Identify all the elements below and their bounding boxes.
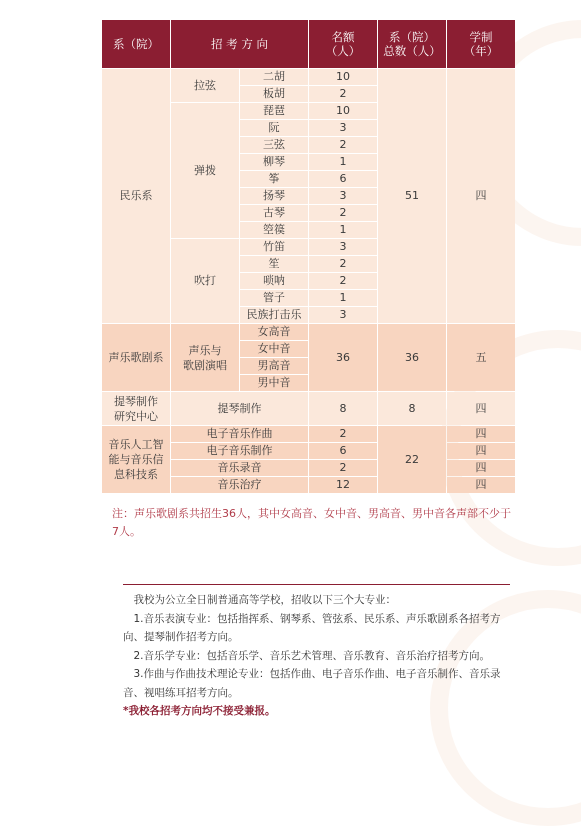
quota-cell: 1 [309,290,377,306]
intro-item: 2.音乐学专业：包括音乐学、音乐艺术管理、音乐教育、音乐治疗招考方向。 [133,649,491,662]
instrument-cell: 三弦 [240,137,308,153]
header-direction: 招 考 方 向 [171,20,308,68]
intro-lead: 我校为公立全日制普通高等学校，招收以下三个大专业： [133,594,396,606]
instrument-cell: 柳琴 [240,154,308,170]
direction-cell-vocal: 声乐与 歌剧演唱 [171,324,239,391]
instrument-cell: 筝 [240,171,308,187]
dept-total-cell: 22 [378,426,446,493]
intro-item: 3.作曲与作曲技术理论专业：包括作曲、电子音乐作曲、电子音乐制作、音乐录音、视唱练耳招考方向。 [123,668,501,699]
duration-cell: 四 [447,443,515,459]
intro-warning: *我校各招考方向均不接受兼报。 [123,705,276,717]
quota-cell: 3 [309,120,377,136]
quota-cell: 10 [309,69,377,85]
direction-cell: 音乐治疗 [171,477,308,493]
group-cell: 拉弦 [171,69,239,102]
voice-cell: 女高音 [240,324,308,340]
dept-cell-folk: 民乐系 [102,69,170,323]
voice-cell: 男中音 [240,375,308,391]
table-row [102,324,515,340]
voice-cell: 男高音 [240,358,308,374]
group-cell: 弹拨 [171,103,239,238]
quota-cell: 10 [309,103,377,119]
table-row [102,69,515,85]
instrument-cell: 琵琶 [240,103,308,119]
duration-cell: 五 [447,324,515,391]
duration-cell: 四 [447,69,515,323]
divider [123,584,510,585]
instrument-cell: 笙 [240,256,308,272]
direction-cell: 音乐录音 [171,460,308,476]
quota-cell: 12 [309,477,377,493]
instrument-cell: 竹笛 [240,239,308,255]
quota-cell: 3 [309,239,377,255]
quota-cell: 3 [309,188,377,204]
instrument-cell: 箜篌 [240,222,308,238]
header-dept-total: 系（院） 总数（人） [378,20,446,68]
header-quota: 名额 （人） [309,20,377,68]
table-row [102,426,515,442]
dept-cell-ai: 音乐人工智 能与音乐信 息科技系 [102,426,170,493]
quota-cell: 2 [309,460,377,476]
duration-cell: 四 [447,460,515,476]
quota-cell: 2 [309,86,377,102]
quota-cell: 2 [309,426,377,442]
header-duration: 学制 （年） [447,20,515,68]
intro-section [123,591,513,721]
duration-cell: 四 [447,426,515,442]
direction-cell: 电子音乐制作 [171,443,308,459]
quota-cell: 2 [309,273,377,289]
dept-cell-vocal: 声乐歌剧系 [102,324,170,391]
direction-cell-violin: 提琴制作 [171,392,308,425]
direction-cell: 电子音乐作曲 [171,426,308,442]
header-dept: 系（院） [102,20,170,68]
quota-cell: 6 [309,443,377,459]
instrument-cell: 管子 [240,290,308,306]
instrument-cell: 扬琴 [240,188,308,204]
instrument-cell: 阮 [240,120,308,136]
duration-cell: 四 [447,392,515,425]
instrument-cell: 二胡 [240,69,308,85]
instrument-cell: 古琴 [240,205,308,221]
quota-cell: 2 [309,256,377,272]
dept-total-cell: 36 [378,324,446,391]
voice-cell: 女中音 [240,341,308,357]
duration-cell: 四 [447,477,515,493]
dept-total-cell: 8 [378,392,446,425]
quota-cell: 6 [309,171,377,187]
quota-cell: 8 [309,392,377,425]
enrollment-table [101,19,516,494]
instrument-cell: 民族打击乐 [240,307,308,323]
table-header-row [102,20,515,68]
table-row [102,392,515,425]
quota-cell: 1 [309,222,377,238]
quota-cell: 36 [309,324,377,391]
instrument-cell: 唢呐 [240,273,308,289]
dept-total-cell: 51 [378,69,446,323]
table-note: 注：声乐歌剧系共招生36人，其中女高音、女中音、男高音、男中音各声部不少于7人。 [112,507,511,538]
dept-cell-violin: 提琴制作 研究中心 [102,392,170,425]
quota-cell: 2 [309,137,377,153]
quota-cell: 2 [309,205,377,221]
quota-cell: 1 [309,154,377,170]
group-cell: 吹打 [171,239,239,323]
instrument-cell: 板胡 [240,86,308,102]
quota-cell: 3 [309,307,377,323]
intro-item: 1.音乐表演专业：包括指挥系、钢琴系、管弦系、民乐系、声乐歌剧系各招考方向、提琴制作招考方向。 [123,612,501,643]
